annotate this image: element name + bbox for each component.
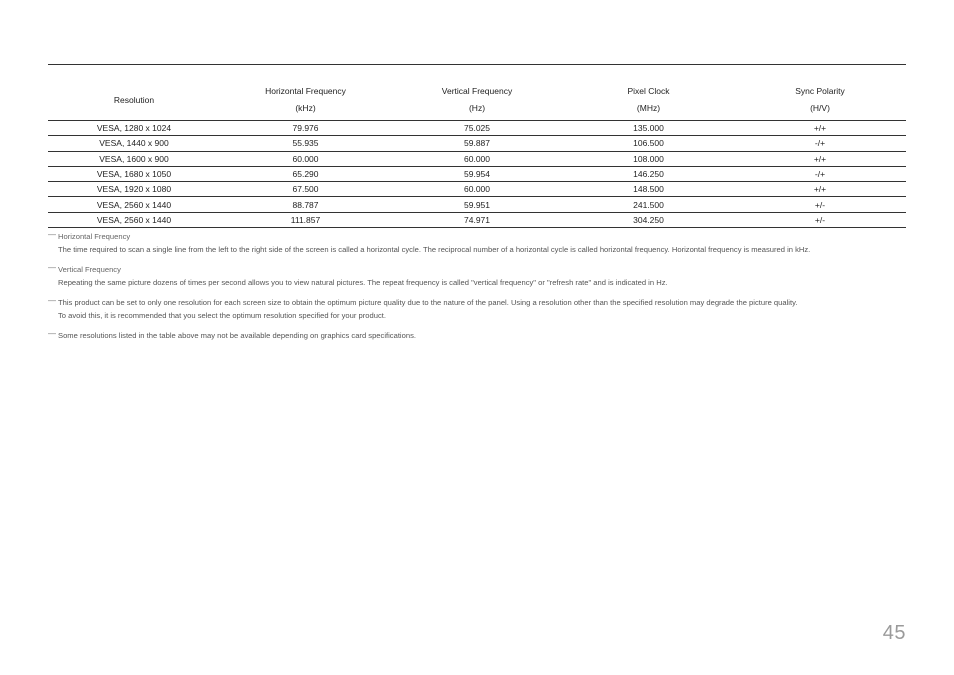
header-unit: (MHz) [636,102,661,113]
note-dash: — [48,230,56,239]
header-horizontal-frequency [220,80,391,121]
note-graphics-card [48,329,906,342]
header-label: Horizontal Frequency [265,85,346,96]
note-term: Horizontal Frequency [58,232,131,241]
cell-vertical-frequency: 74.971 [391,212,563,227]
cell-resolution: VESA, 1920 x 1080 [48,182,220,197]
cell-horizontal-frequency: 65.290 [220,166,391,181]
cell-sync-polarity: +/+ [734,182,906,197]
cell-pixel-clock: 146.250 [563,166,734,181]
note-vertical-frequency [48,263,906,289]
header-unit: (kHz) [295,102,316,113]
cell-resolution: VESA, 1680 x 1050 [48,166,220,181]
note-dash: — [48,329,56,338]
note-text: The time required to scan a single line from the left to the right side of the screen is called a horizontal cycle. The reciprocal number of a horizontal cycle is called horizontal frequency. Horizontal frequency is measured in kHz. [58,245,811,254]
timing-table [48,80,906,228]
header-label: Resolution [113,94,155,105]
header-unit: (H/V) [810,102,830,113]
cell-pixel-clock: 148.500 [563,182,734,197]
cell-resolution: VESA, 1440 x 900 [48,136,220,151]
cell-resolution: VESA, 2560 x 1440 [48,212,220,227]
header-sync-polarity [734,80,906,121]
header-unit: (Hz) [468,102,486,113]
header-label: Pixel Clock [627,85,670,96]
notes-section [48,230,906,349]
table-row [48,212,906,227]
table-row [48,121,906,136]
timing-table-header [48,80,906,121]
timing-table-body [48,121,906,228]
cell-horizontal-frequency: 67.500 [220,182,391,197]
cell-pixel-clock: 241.500 [563,197,734,212]
table-row [48,136,906,151]
cell-horizontal-frequency: 55.935 [220,136,391,151]
cell-sync-polarity: -/+ [734,136,906,151]
note-term: Vertical Frequency [58,265,121,274]
cell-resolution: VESA, 1280 x 1024 [48,121,220,136]
table-row [48,197,906,212]
note-text: This product can be set to only one resolution for each screen size to obtain the optimum picture quality due to the nature of the panel. Using a resolution other than the specified resolution may degrade the picture quality. [58,298,798,307]
note-text: Some resolutions listed in the table above may not be available depending on graphics card specifications. [58,331,416,340]
cell-pixel-clock: 135.000 [563,121,734,136]
cell-horizontal-frequency: 60.000 [220,151,391,166]
table-row [48,166,906,181]
cell-vertical-frequency: 59.954 [391,166,563,181]
cell-sync-polarity: +/- [734,197,906,212]
header-resolution [48,80,220,121]
note-optimum-resolution [48,296,906,322]
cell-resolution: VESA, 1600 x 900 [48,151,220,166]
cell-vertical-frequency: 59.887 [391,136,563,151]
cell-pixel-clock: 304.250 [563,212,734,227]
cell-resolution: VESA, 2560 x 1440 [48,197,220,212]
header-label: Sync Polarity [795,85,845,96]
header-pixel-clock [563,80,734,121]
cell-sync-polarity: +/+ [734,151,906,166]
top-rule [48,64,906,65]
cell-vertical-frequency: 60.000 [391,182,563,197]
note-horizontal-frequency [48,230,906,256]
page-number: 45 [882,622,906,644]
cell-horizontal-frequency: 79.976 [220,121,391,136]
header-label: Vertical Frequency [441,85,513,96]
note-dash: — [48,263,56,272]
note-text: To avoid this, it is recommended that you select the optimum resolution specified for your product. [58,311,386,320]
cell-horizontal-frequency: 88.787 [220,197,391,212]
table-row [48,151,906,166]
cell-pixel-clock: 108.000 [563,151,734,166]
note-text: Repeating the same picture dozens of times per second allows you to view natural pictures. The repeat frequency is called "vertical frequency" or "refresh rate" and is indicated in Hz. [58,278,668,287]
table-row [48,182,906,197]
cell-sync-polarity: -/+ [734,166,906,181]
cell-horizontal-frequency: 111.857 [220,212,391,227]
cell-vertical-frequency: 59.951 [391,197,563,212]
header-vertical-frequency [391,80,563,121]
cell-vertical-frequency: 60.000 [391,151,563,166]
cell-sync-polarity: +/- [734,212,906,227]
cell-sync-polarity: +/+ [734,121,906,136]
cell-pixel-clock: 106.500 [563,136,734,151]
cell-vertical-frequency: 75.025 [391,121,563,136]
note-dash: — [48,296,56,305]
